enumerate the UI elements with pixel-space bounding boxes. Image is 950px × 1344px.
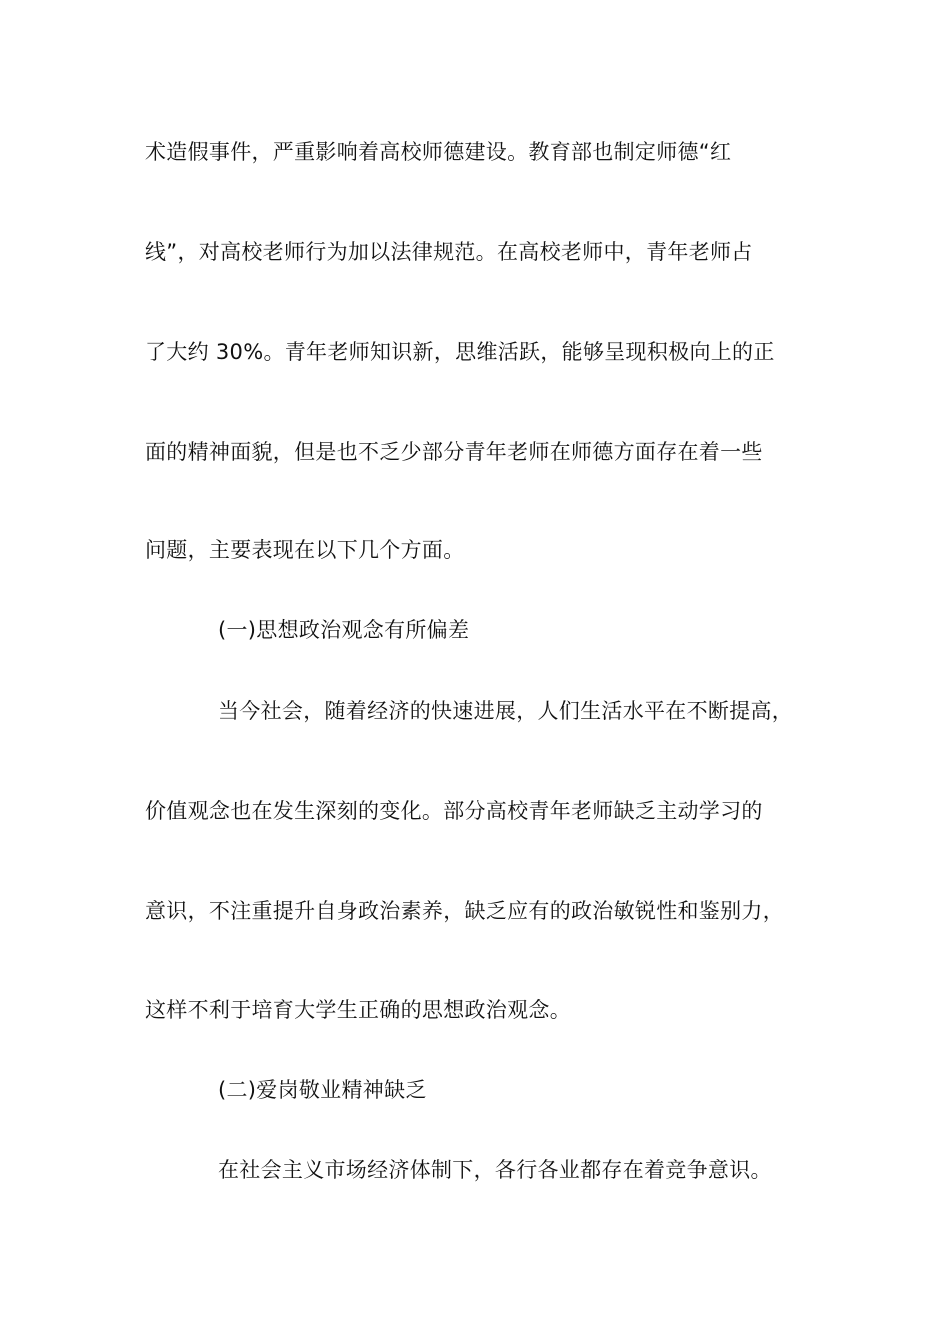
paragraph-line: 术造假事件，严重影响着高校师德建设。教育部也制定师德“红 xyxy=(145,140,732,164)
section-heading-1: (一)思想政治观念有所偏差 xyxy=(218,618,470,642)
section-heading-2: (二)爱岗敬业精神缺乏 xyxy=(218,1078,427,1102)
paragraph-line: 线”，对高校老师行为加以法律规范。在高校老师中，青年老师占 xyxy=(145,240,753,264)
paragraph-line: 问题，主要表现在以下几个方面。 xyxy=(145,538,465,562)
paragraph-line: 了大约 30%。青年老师知识新，思维活跃，能够呈现积极向上的正 xyxy=(145,340,775,364)
paragraph-line: 在社会主义市场经济体制下，各行各业都存在着竞争意识。 xyxy=(218,1158,772,1182)
paragraph-line: 价值观念也在发生深刻的变化。部分高校青年老师缺乏主动学习的 xyxy=(145,799,763,823)
paragraph-line: 面的精神面貌，但是也不乏少部分青年老师在师德方面存在着一些 xyxy=(145,440,763,464)
paragraph-line: 这样不利于培育大学生正确的思想政治观念。 xyxy=(145,998,571,1022)
paragraph-line: 意识，不注重提升自身政治素养，缺乏应有的政治敏锐性和鉴别力， xyxy=(145,899,784,923)
paragraph-line: 当今社会，随着经济的快速进展，人们生活水平在不断提高， xyxy=(218,699,794,723)
